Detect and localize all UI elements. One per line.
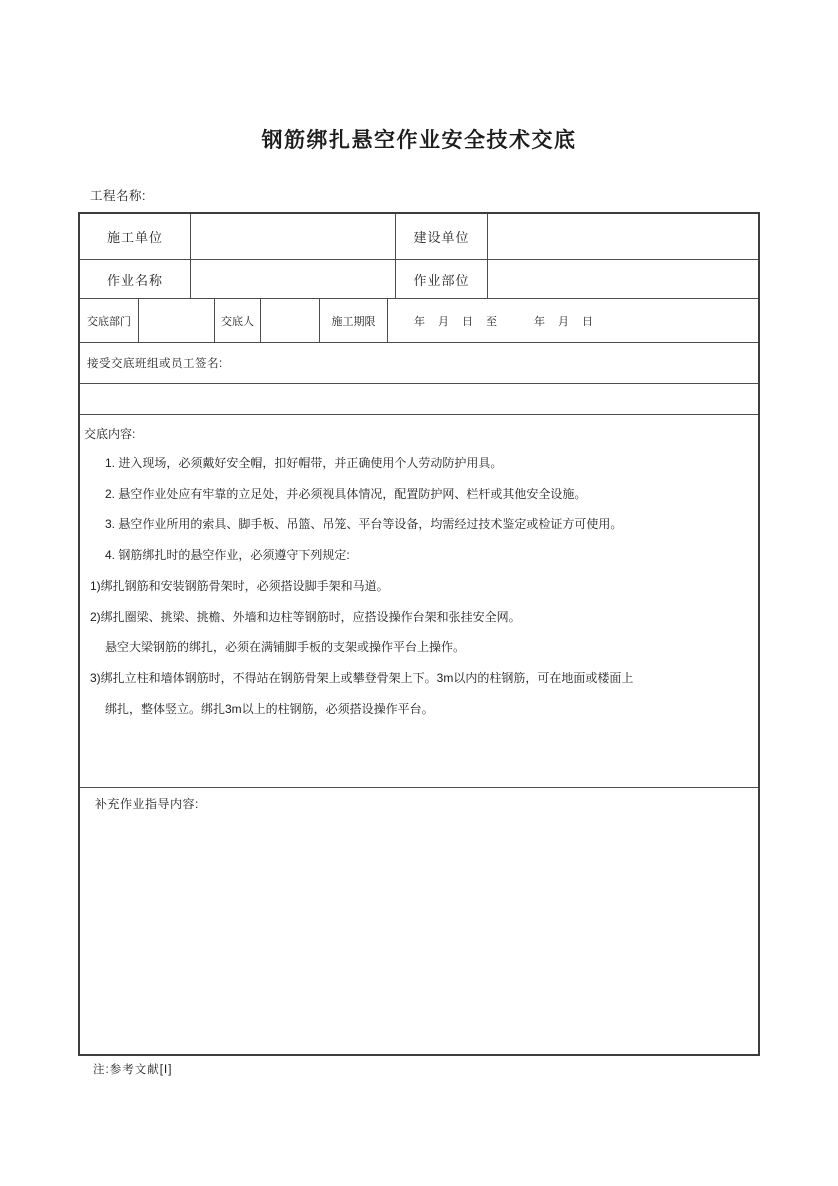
table-row <box>80 259 758 298</box>
content-line: 4. 钢筋绑扎时的悬空作业，必须遵守下列规定: <box>105 548 350 563</box>
content-line: 2)绑扎圈梁、挑梁、挑檐、外墙和边柱等钢筋时，应搭设操作台架和张挂安全网。 <box>90 609 521 624</box>
signature-label: 接受交底班组或员工签名: <box>87 358 223 370</box>
content-line: 1. 进入现场，必须戴好安全帽，扣好帽带，并正确使用个人劳动防护用具。 <box>105 456 503 470</box>
table-row <box>80 214 758 259</box>
page-title: 钢筋绑扎悬空作业安全技术交底 <box>261 129 577 152</box>
signature-input[interactable] <box>80 384 758 414</box>
disclosure-dept-input[interactable] <box>138 299 214 342</box>
job-location-label: 作业部位 <box>395 260 487 298</box>
supplement-cell[interactable] <box>80 788 758 1054</box>
content-line: 1)绑扎钢筋和安装钢筋骨架时，必须搭设脚手架和马道。 <box>90 578 389 593</box>
job-location-input[interactable] <box>487 260 758 298</box>
footnote: 注:参考文献[Ⅰ] <box>93 1064 173 1076</box>
disclosure-content-list <box>80 448 758 724</box>
construction-unit-input[interactable] <box>190 214 395 259</box>
content-line: 绑扎，整体竖立。绑扎3m以上的柱钢筋，必须搭设操作平台。 <box>105 701 434 716</box>
supplement-label: 补充作业指导内容: <box>95 797 199 811</box>
client-unit-input[interactable] <box>487 214 758 259</box>
content-line: 3)绑扎立柱和墙体钢筋时，不得站在钢筋骨架上或攀登骨架上下。3m以内的柱钢筋，可在地面或楼面上 <box>90 670 634 685</box>
table-row <box>80 787 758 1054</box>
construction-period-input[interactable]: 年 月 日 至 年 月 日 <box>387 299 758 342</box>
project-name-label: 工程名称: <box>90 189 146 203</box>
client-unit-label: 建设单位 <box>395 214 487 259</box>
job-name-input[interactable] <box>190 260 395 298</box>
table-row <box>80 383 758 414</box>
content-line: 悬空大梁钢筋的绑扎，必须在满铺脚手板的支架或操作平台上操作。 <box>105 640 466 655</box>
disclosure-content-label: 交底内容: <box>84 427 136 441</box>
table-row <box>80 298 758 342</box>
construction-unit-label: 施工单位 <box>106 230 163 245</box>
job-name-label: 作业名称 <box>106 272 163 288</box>
content-line: 2. 悬空作业处应有牢靠的立足处，并必须视具体情况，配置防护网、栏杆或其他安全设施。 <box>105 486 587 501</box>
table-row <box>80 342 758 383</box>
construction-period-label: 施工期限 <box>319 299 387 342</box>
table-row <box>80 414 758 787</box>
disclosure-dept-label: 交底部门 <box>87 315 131 328</box>
disclosure-content-cell <box>80 415 758 787</box>
discloser-label: 交底人 <box>214 299 260 342</box>
discloser-input[interactable] <box>260 299 319 342</box>
form-table <box>78 212 760 1056</box>
content-line: 3. 悬空作业所用的索具、脚手板、吊篮、吊笼、平台等设备，均需经过技术鉴定或检证方可使用。 <box>105 517 623 532</box>
